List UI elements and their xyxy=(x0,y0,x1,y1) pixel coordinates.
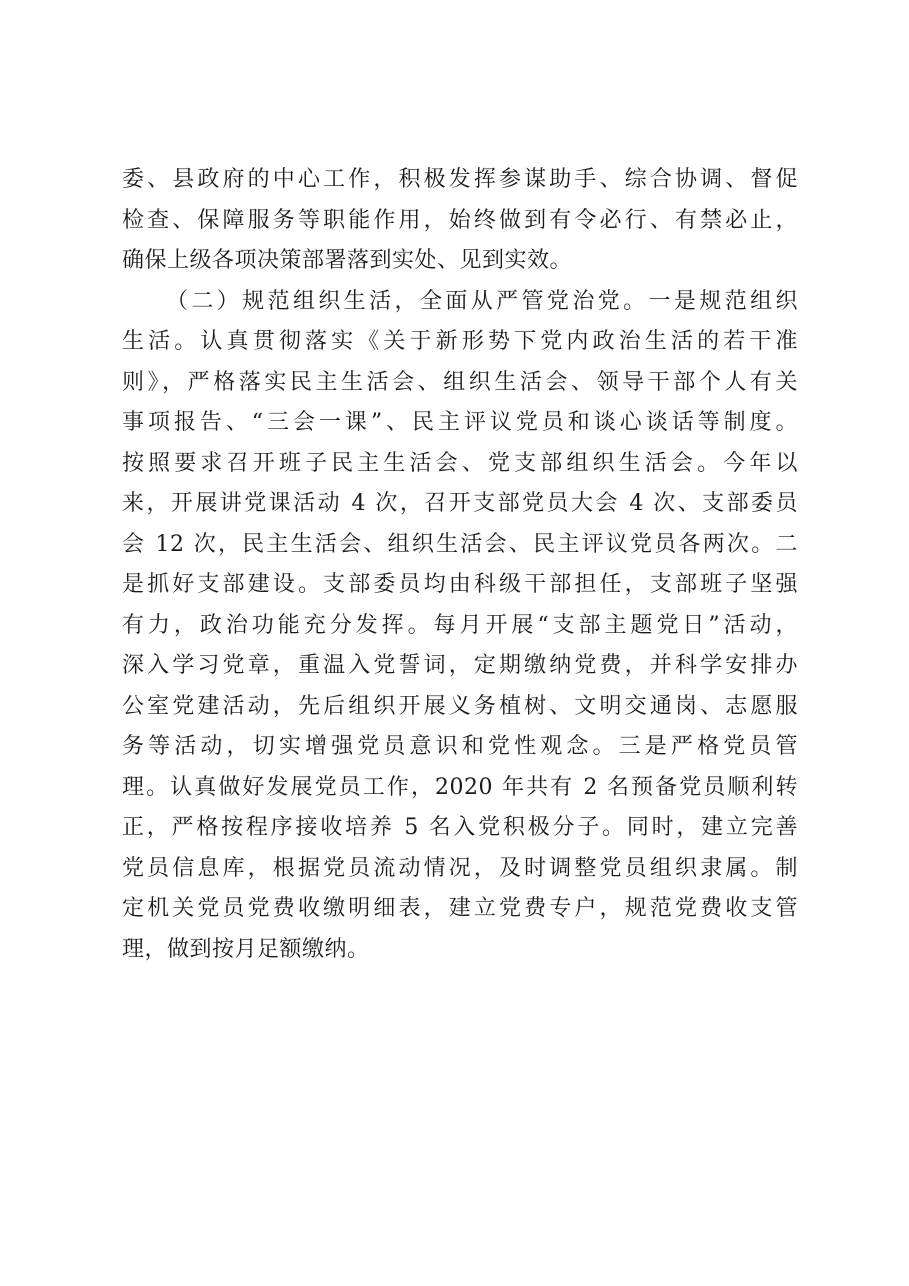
text-line: 会 12 次，民主生活会、组织生活会、民主评议党员各两次。二 xyxy=(122,531,798,557)
text-line: 按照要求召开班子民主生活会、党支部组织生活会。今年以 xyxy=(122,450,798,476)
text-line: 是抓好支部建设。支部委员均由科级干部担任，支部班子坚强 xyxy=(122,572,798,597)
text-line: 生活。认真贯彻落实《关于新形势下党内政治生活的若干准 xyxy=(122,329,798,354)
text-line: 检查、保障服务等职能作用，始终做到有令必行、有禁必止， xyxy=(122,207,798,233)
text-line: 来，开展讲党课活动 4 次，召开支部党员大会 4 次、支部委员 xyxy=(122,491,798,516)
text-line: 理，做到按月足额缴纳。 xyxy=(122,936,370,962)
text-line: 委、县政府的中心工作，积极发挥参谋助手、综合协调、督促 xyxy=(122,167,798,192)
text-line: 务等活动，切实增强党员意识和党性观念。三是严格党员管 xyxy=(122,734,798,759)
text-line: 确保上级各项决策部署落到实处、见到实效。 xyxy=(122,248,573,273)
paragraph-1 xyxy=(122,160,798,282)
text-line: 则》，严格落实民主生活会、组织生活会、领导干部个人有关 xyxy=(122,369,798,395)
text-line: 正，严格按程序接收培养 5 名入党积极分子。同时，建立完善 xyxy=(122,815,798,840)
text-line: 事项报告、“三会一课”、民主评议党员和谈心谈话等制度。 xyxy=(122,410,798,435)
paragraph-2 xyxy=(122,282,798,971)
text-line: 党员信息库，根据党员流动情况，及时调整党员组织隶属。制 xyxy=(122,855,798,881)
document-body xyxy=(122,160,798,970)
text-line: 公室党建活动，先后组织开展义务植树、文明交通岗、志愿服 xyxy=(122,693,798,719)
text-line: 理。认真做好发展党员工作，2020 年共有 2 名预备党员顺利转 xyxy=(122,774,798,800)
text-line: 定机关党员党费收缴明细表，建立党费专户，规范党费收支管 xyxy=(122,896,798,921)
text-line: 有力，政治功能充分发挥。每月开展“支部主题党日”活动， xyxy=(122,612,798,638)
text-line: 深入学习党章，重温入党誓词，定期缴纳党费，并科学安排办 xyxy=(122,653,798,678)
text-line: （二）规范组织生活，全面从严管党治党。一是规范组织 xyxy=(166,288,798,314)
